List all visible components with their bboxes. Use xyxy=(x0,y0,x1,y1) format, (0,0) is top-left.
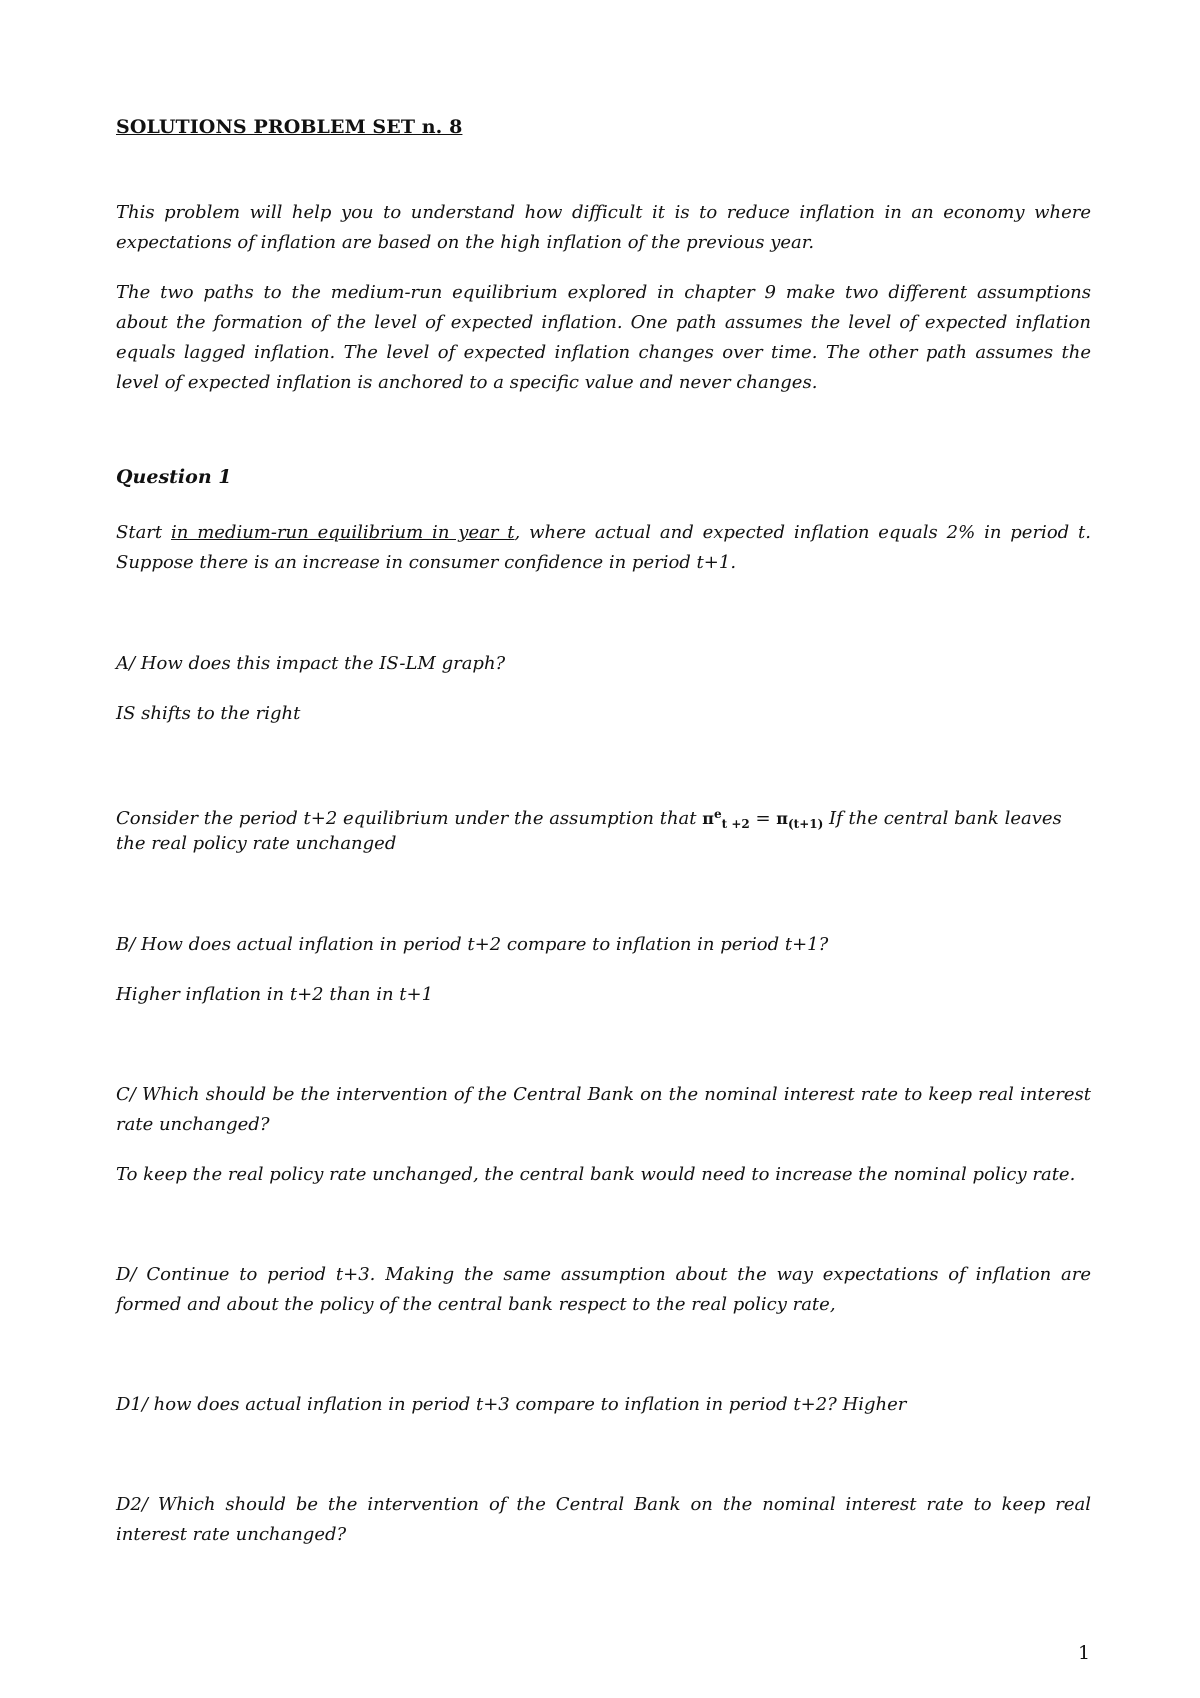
superscript-e: e xyxy=(713,807,722,821)
question-intro-start: Start xyxy=(116,522,171,543)
answer-b: Higher inflation in t+2 than in t+1 xyxy=(116,984,434,1005)
answer-c: To keep the real policy rate unchanged, the central bank would need to increase the nominal policy rate. xyxy=(116,1164,1076,1185)
subscript-t1: (t+1) xyxy=(787,817,824,831)
consider-text-start: Consider the period t+2 equilibrium under the assumption that xyxy=(116,808,703,829)
question-intro-rest: , where actual and expected inflation equals 2% in period t. Suppose there is an increase in consumer confidence in period t+1. xyxy=(116,522,1091,573)
question-c: C/ Which should be the intervention of the Central Bank on the nominal interest rate to keep real interest rate unchanged? xyxy=(116,1084,1091,1135)
question-intro xyxy=(116,518,1091,578)
question-d: D/ Continue to period t+3. Making the same assumption about the way expectations of inflation are formed and about the policy of the central bank respect to the real policy rate, xyxy=(116,1264,1091,1315)
equals-sign: = xyxy=(749,808,777,829)
question-heading: Question 1 xyxy=(116,466,232,488)
question-d2: D2/ Which should be the intervention of the Central Bank on the nominal interest rate to keep real interest rate unchanged? xyxy=(116,1494,1091,1545)
answer-a: IS shifts to the right xyxy=(116,703,301,724)
intro-paragraph-2: The two paths to the medium-run equilibrium explored in chapter 9 make two different assumptions about the formation of the level of expected inflation. One path assumes the level of expected inflation equals lagged inflation. The level of expected inflation changes over time. The other path assumes the level of expected inflation is anchored to a specific value and never changes. xyxy=(116,282,1091,393)
question-d1: D1/ how does actual inflation in period t+3 compare to inflation in period t+2? Higher xyxy=(116,1394,907,1415)
subscript-t2: t +2 xyxy=(721,817,750,831)
pi-symbol-lagged: π xyxy=(776,809,788,828)
page-number: 1 xyxy=(1078,1642,1091,1664)
document-title: SOLUTIONS PROBLEM SET n. 8 xyxy=(116,116,463,138)
consider-text-continuation: If the central bank leaves xyxy=(823,808,1062,829)
question-b: B/ How does actual inflation in period t+2 compare to inflation in period t+1? xyxy=(116,934,829,955)
intro-paragraph-1: This problem will help you to understand how difficult it is to reduce inflation in an economy where expectations of inflation are based on the high inflation of the previous year. xyxy=(116,202,1091,253)
consider-line-2: the real policy rate unchanged xyxy=(116,833,397,854)
question-a: A/ How does this impact the IS-LM graph? xyxy=(116,653,506,674)
pi-symbol-expected: π xyxy=(702,809,714,828)
question-intro-underlined: in medium-run equilibrium in year t xyxy=(171,522,515,543)
